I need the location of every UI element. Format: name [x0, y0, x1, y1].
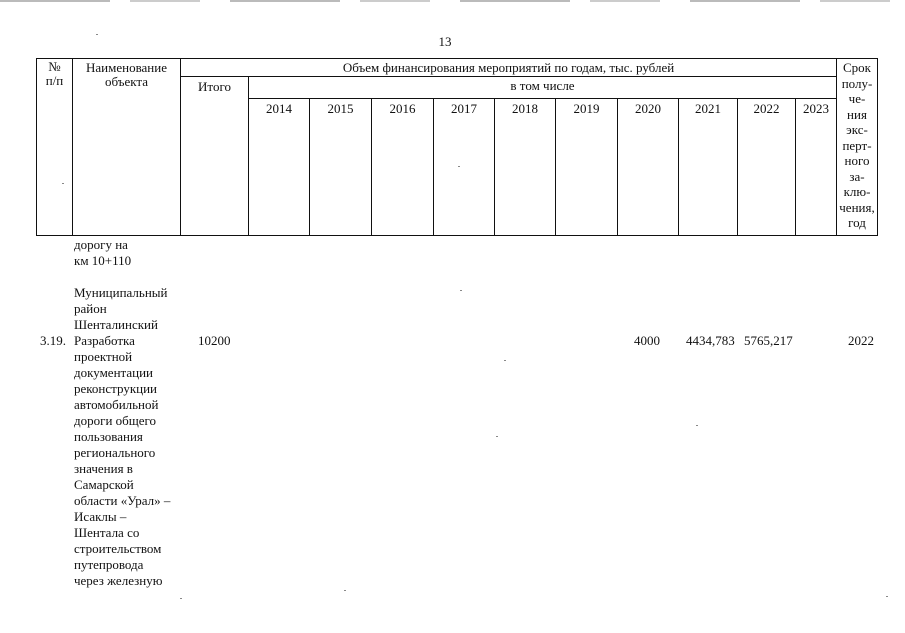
header-year-2023: 2023 — [803, 101, 829, 116]
scan-speck — [62, 183, 64, 184]
header-year-2016: 2016 — [389, 101, 416, 116]
row-deadline: 2022 — [848, 333, 874, 348]
border-2021 — [737, 98, 738, 236]
scan-speck — [96, 34, 98, 35]
border-2014 — [309, 98, 310, 236]
row-number: 3.19. — [40, 333, 66, 348]
border-2015 — [371, 98, 372, 236]
scan-speck — [458, 166, 460, 167]
header-funding-title: Объем финансирования мероприятий по годам, тыс. рублей — [342, 60, 675, 75]
border-2022 — [795, 98, 796, 236]
border-2020 — [678, 98, 679, 236]
including-border — [248, 98, 836, 99]
header-year-2014: 2014 — [266, 101, 292, 116]
row-object-name: Муниципальный район Шенталинский Разработка проектной документации реконструкции автомобильной дороги общего пользования регионального значения в Самарской области «Урал» – Исаклы – Шентала со строительством путепровода через железную — [74, 285, 171, 588]
previous-row-continuation: дорогу на км 10+110 — [74, 237, 132, 268]
border-total — [248, 76, 249, 236]
header-year-2021: 2021 — [695, 101, 721, 116]
header-year-2020: 2020 — [635, 101, 661, 116]
page-number: 13 — [438, 34, 452, 49]
header-total: Итого — [198, 79, 231, 94]
header-top-border — [36, 58, 877, 59]
funding-title-border — [180, 76, 836, 77]
scan-speck — [886, 596, 888, 597]
border-2019 — [617, 98, 618, 236]
row-value-2020: 4000 — [634, 333, 660, 348]
scan-speck — [460, 290, 462, 291]
scan-edge — [0, 0, 905, 2]
header-bottom-border — [36, 235, 877, 236]
row-value-2021: 4434,783 — [686, 333, 735, 348]
scan-speck — [180, 598, 182, 599]
scan-speck — [344, 590, 346, 591]
scan-speck — [696, 425, 698, 426]
border-2016 — [433, 98, 434, 236]
row-value-2022: 5765,217 — [744, 333, 793, 348]
border-2018 — [555, 98, 556, 236]
header-year-2017: 2017 — [451, 101, 477, 116]
header-name: Наименование объекта — [86, 60, 167, 89]
border-2017 — [494, 98, 495, 236]
header-deadline: Срок полу- че- ния экс- перт- ного за- клю- чения, год — [839, 60, 875, 230]
header-year-2022: 2022 — [753, 101, 780, 116]
header-year-2015: 2015 — [327, 101, 354, 116]
scan-speck — [504, 360, 506, 361]
header-year-2018: 2018 — [512, 101, 538, 116]
header-no: № п/п — [45, 59, 64, 88]
header-including: в том числе — [510, 78, 575, 93]
scan-speck — [496, 436, 498, 437]
header-year-2019: 2019 — [573, 101, 600, 116]
row-total: 10200 — [198, 333, 231, 348]
